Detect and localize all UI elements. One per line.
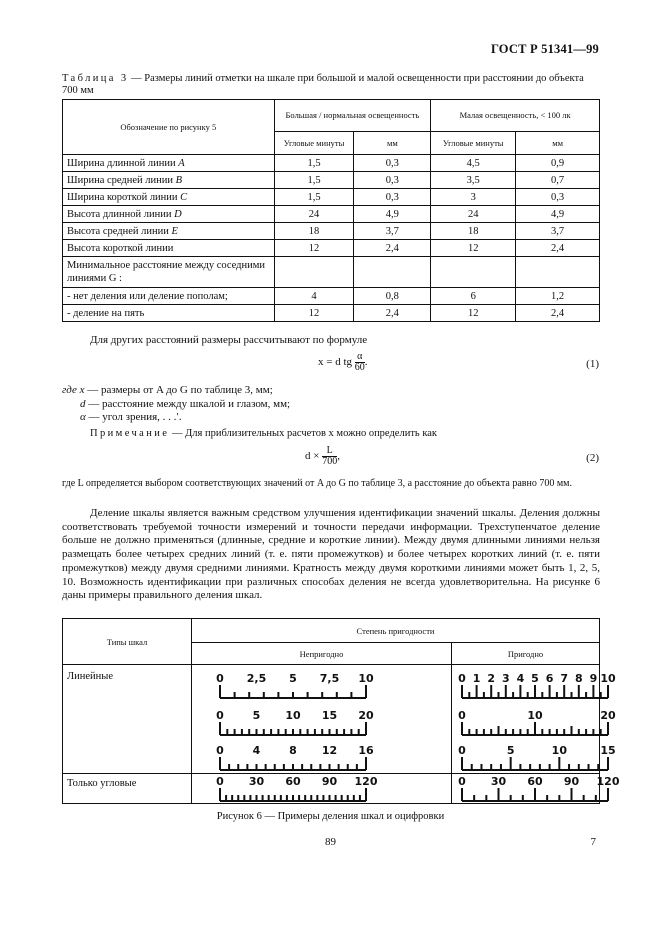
fraction-denominator: 60 <box>354 362 365 373</box>
row-label: - деление на пять <box>63 305 275 322</box>
scale-label: 20 <box>358 709 374 722</box>
table-row <box>63 257 600 288</box>
row-label <box>63 189 275 206</box>
table-cell: 2,4 <box>516 240 600 257</box>
table-cell: 4 <box>274 288 354 305</box>
scale-label: 0 <box>458 672 466 685</box>
header-low-illumination: Малая освещенность, < 100 лк <box>431 100 600 132</box>
where-symbol: d <box>80 397 86 410</box>
table-cell: 12 <box>431 305 516 322</box>
unsuitable-linear-cell <box>192 665 452 774</box>
scale-label: 4 <box>516 672 525 685</box>
scale-label: 15 <box>321 709 338 722</box>
figure-6-table <box>62 618 620 804</box>
scale-label: 60 <box>527 775 543 788</box>
table-row <box>63 155 600 172</box>
page-number-right: 7 <box>590 836 596 848</box>
where-text: — расстояние между шкалой и глазом, мм; <box>85 397 291 410</box>
formula-1-lhs: x = d tg <box>318 356 355 369</box>
table-row <box>63 172 600 189</box>
table-row <box>63 189 600 206</box>
table-cell: 1,5 <box>274 172 354 189</box>
table-cell: 3,7 <box>354 223 431 240</box>
table-cell: 0,3 <box>354 189 431 206</box>
scale-label: 10 <box>358 672 374 685</box>
table-row <box>63 240 600 257</box>
row-label-text: Высота средней линии <box>67 225 172 237</box>
table-caption-text: — Размеры линий отметки на шкале при большой и малой освещенности при расстоянии до объекта 700 мм <box>62 73 584 96</box>
note-explanation: где L определяется выбором соответствующих значений от A до G по таблице 3, а расстояние до объекта равно 700 мм. <box>62 478 572 489</box>
table-cell: 3,5 <box>431 172 516 189</box>
row-label <box>63 206 275 223</box>
header-mm: мм <box>516 132 600 155</box>
unsuitable-angular-cell <box>192 774 452 804</box>
scale-label: 90 <box>563 775 580 788</box>
scale-label: 5 <box>252 709 261 722</box>
table-cell: 6 <box>431 288 516 305</box>
suitable-angular-cell <box>452 774 620 804</box>
table-cell: 4,9 <box>516 206 600 223</box>
table-cell <box>431 257 516 288</box>
scale-label: 2,5 <box>246 672 267 685</box>
unsuitable-linear-scales <box>192 665 450 773</box>
row-label <box>63 240 275 257</box>
figure-caption: Рисунок 6 — Примеры деления шкал и оцифровки <box>216 811 445 822</box>
table-row <box>63 206 600 223</box>
table-row <box>63 223 600 240</box>
scale-label: 5 <box>289 672 297 685</box>
table-cell <box>354 257 431 288</box>
row-label-text: Высота длинной линии <box>67 208 175 220</box>
row-label <box>63 223 275 240</box>
header-unsuitable: Непригодно <box>192 643 452 665</box>
where-block <box>62 384 290 425</box>
row-label-letter: C <box>180 191 188 203</box>
table-cell <box>516 257 600 288</box>
table-cell: 4,5 <box>431 155 516 172</box>
scale-label: 0 <box>458 744 466 757</box>
where-symbol: где x <box>62 384 85 396</box>
header-high-illumination: Большая / нормальная освещенность <box>274 100 431 132</box>
table-cell: 3 <box>431 189 516 206</box>
table-cell: 4,9 <box>354 206 431 223</box>
table-cell <box>274 257 354 288</box>
scale-label: 30 <box>248 775 265 788</box>
scale-label: 5 <box>531 672 539 685</box>
scale-label: 10 <box>600 672 616 685</box>
header-arcmin: Угловые минуты <box>274 132 354 155</box>
table-cell: 1,5 <box>274 189 354 206</box>
formula-1 <box>318 352 368 373</box>
scale-label: 0 <box>216 709 224 722</box>
note-text: — Для приблизительных расчетов x можно определить как <box>169 428 438 439</box>
header-scale-types: Типы шкал <box>63 619 192 665</box>
table-3 <box>62 99 600 322</box>
table-cell: 0,7 <box>516 172 600 189</box>
formula-2-tail: , <box>337 450 340 463</box>
row-linear: Линейные <box>63 665 192 774</box>
where-text: — размеры от A до G по таблице 3, мм; <box>84 384 273 396</box>
formula-1-fraction <box>355 352 365 373</box>
where-line <box>62 398 290 412</box>
scale-label: 7,5 <box>319 672 340 685</box>
table-cell: 0,3 <box>516 189 600 206</box>
scale-label: 0 <box>216 775 224 788</box>
table-cell: 0,3 <box>354 155 431 172</box>
table-row <box>63 305 600 322</box>
fraction-numerator: L <box>322 446 337 457</box>
row-label-letter: D <box>174 208 182 220</box>
table-cell: 18 <box>431 223 516 240</box>
row-label: - нет деления или деление пополам; <box>63 288 275 305</box>
scale-label: 2 <box>487 672 496 685</box>
scale-label: 1 <box>472 672 481 685</box>
table-row <box>63 288 600 305</box>
suitable-linear-cell <box>452 665 616 774</box>
table-cell: 12 <box>274 240 354 257</box>
table-cell: 24 <box>431 206 516 223</box>
table-cell: 2,4 <box>354 305 431 322</box>
table-cell: 0,3 <box>354 172 431 189</box>
header-arcmin: Угловые минуты <box>431 132 516 155</box>
scale-label: 9 <box>589 672 598 685</box>
scale-label: 0 <box>458 775 466 788</box>
row-label-text: Ширина средней линии <box>67 174 176 186</box>
row-label-text: Ширина короткой линии <box>67 191 181 203</box>
row-label <box>63 155 275 172</box>
table-cell: 24 <box>274 206 354 223</box>
header-suitable: Пригодно <box>452 643 600 665</box>
formula-1-number: (1) <box>586 358 599 370</box>
header-designation: Обозначение по рисунку 5 <box>63 100 275 155</box>
table-cell: 0,9 <box>516 155 600 172</box>
formula-2-lhs: d × <box>305 450 323 463</box>
scale-label: 4 <box>252 744 261 757</box>
where-line <box>62 411 290 425</box>
suitable-angular-scale <box>452 774 620 803</box>
table-cell: 2,4 <box>516 305 600 322</box>
scale-label: 16 <box>358 744 374 757</box>
scale-label: 10 <box>527 709 543 722</box>
row-label-letter: A <box>178 157 185 169</box>
table-caption <box>62 73 602 97</box>
note <box>90 428 437 439</box>
scale-label: 60 <box>285 775 301 788</box>
scale-label: 7 <box>560 672 569 685</box>
page-number-center: 89 <box>325 836 336 848</box>
scale-label: 12 <box>321 744 338 757</box>
table-cell: 1,2 <box>516 288 600 305</box>
header-mm: мм <box>354 132 431 155</box>
table-cell: 0,8 <box>354 288 431 305</box>
row-label-letter: B <box>175 174 183 186</box>
table-caption-prefix: Таблица 3 <box>62 73 129 84</box>
scale-label: 30 <box>490 775 507 788</box>
where-line <box>62 384 290 398</box>
row-label: Минимальное расстояние между соседними линиями G : <box>63 257 275 288</box>
fraction-numerator: α <box>355 352 365 363</box>
scale-label: 90 <box>321 775 338 788</box>
fraction-denominator: 700 <box>322 456 338 467</box>
scale-label: 10 <box>551 744 567 757</box>
scale-label: 120 <box>596 775 620 788</box>
scale-label: 0 <box>458 709 466 722</box>
row-angular: Только угловые <box>63 774 192 804</box>
suitable-linear-scales <box>452 665 616 773</box>
table-cell: 2,4 <box>354 240 431 257</box>
scale-label: 8 <box>574 672 583 685</box>
table-cell: 1,5 <box>274 155 354 172</box>
formula-2 <box>305 446 340 467</box>
scale-label: 8 <box>289 744 297 757</box>
note-prefix: Примечание <box>90 428 170 439</box>
scale-label: 120 <box>354 775 378 788</box>
body-paragraph: Деление шкалы является важным средством улучшения идентификации значений шкалы. Деления должны соответствовать требуемой точности измерений и точности передачи информации. Трехступенчатое деление больше не должно применяться (длинные, средние и короткие линии). Между двумя длинными линиями нельзя размещать более четырех средних линий (т. е. пяти промежутков) и более четырех коротких линий (т. е. пяти промежутков) между двумя средними линиями. Кратность между двумя короткими линиями может быть 1, 2, 5, 10. Возможность идентификации при различных способах деления не всегда удовлетворительна. На рисунке 6 даны примеры правильного деления шкал. <box>62 507 600 602</box>
formula-2-fraction <box>322 446 337 467</box>
scale-label: 5 <box>506 744 515 757</box>
scale-label: 3 <box>501 672 510 685</box>
document-id: ГОСТ Р 51341—99 <box>490 42 599 56</box>
table-cell: 18 <box>274 223 354 240</box>
unsuitable-angular-scale <box>192 774 450 803</box>
table-cell: 12 <box>431 240 516 257</box>
row-label <box>63 172 275 189</box>
header-suitability: Степень пригодности <box>192 619 600 643</box>
row-label-letter: E <box>171 225 178 237</box>
where-symbol: α <box>80 411 86 423</box>
scale-label: 0 <box>216 744 224 757</box>
scale-label: 15 <box>600 744 616 757</box>
table-cell: 3,7 <box>516 223 600 240</box>
formula-1-tail: . <box>364 356 368 369</box>
scale-label: 0 <box>216 672 224 685</box>
row-label-text: Ширина длинной линии <box>67 157 179 169</box>
row-label-text: Высота короткой линии <box>67 242 174 254</box>
formula-intro: Для других расстояний размеры рассчитывают по формуле <box>90 334 368 346</box>
table-cell: 12 <box>274 305 354 322</box>
scale-label: 20 <box>600 709 616 722</box>
where-text: — угол зрения, . . .′. <box>85 411 182 423</box>
formula-2-number: (2) <box>586 452 599 464</box>
scale-label: 6 <box>545 672 554 685</box>
scale-label: 10 <box>285 709 301 722</box>
